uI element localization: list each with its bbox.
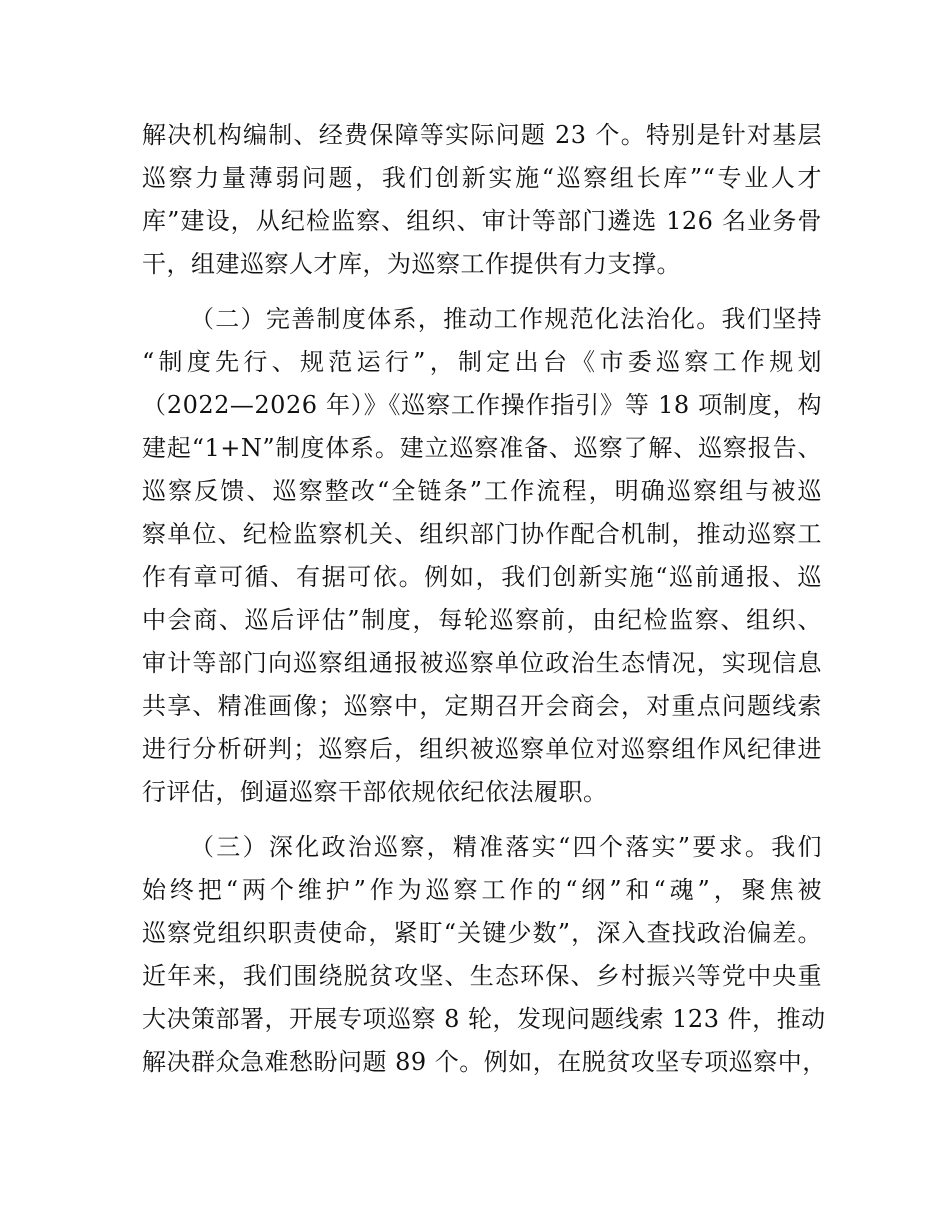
paragraph-2 [142,298,822,814]
text-line: 共享、精准画像；巡察中，定期召开会商会，对重点问题线索 [142,692,822,720]
text-line: （三）深化政治巡察，精准落实“四个落实”要求。我们 [190,833,822,861]
text-line: 巡察力量薄弱问题，我们创新实施“巡察组长库”“专业人才 [142,164,822,192]
text-line: 大决策部署，开展专项巡察 8 轮，发现问题线索 123 件，推动 [142,1005,826,1033]
text-line: 巡察党组织职责使命，紧盯“关键少数”，深入查找政治偏差。 [142,919,822,947]
paragraph-1 [142,114,822,286]
paragraph-3 [142,826,827,1084]
text-line: 察单位、纪检监察机关、组织部门协作配合机制，推动巡察工 [142,520,822,548]
text-line: 作有章可循、有据可依。例如，我们创新实施“巡前通报、巡 [142,563,822,591]
text-line: 进行分析研判；巡察后，组织被巡察单位对巡察组作风纪律进 [142,735,822,763]
text-line: 巡察反馈、巡察整改“全链条”工作流程，明确巡察组与被巡 [142,477,822,505]
text-line: 干，组建巡察人才库，为巡察工作提供有力支撑。 [142,250,681,278]
text-line: 始终把“两个维护”作为巡察工作的“纲”和“魂”，聚焦被 [142,876,822,904]
text-line: 建起“1+N”制度体系。建立巡察准备、巡察了解、巡察报告、 [142,434,822,462]
text-line: 审计等部门向巡察组通报被巡察单位政治生态情况，实现信息 [142,649,822,677]
text-line: 近年来，我们围绕脱贫攻坚、生态环保、乡村振兴等党中央重 [142,962,822,990]
document-body [142,114,827,1084]
text-line: 库”建设，从纪检监察、组织、审计等部门遴选 126 名业务骨 [142,207,822,235]
text-line: 行评估，倒逼巡察干部依规依纪依法履职。 [142,778,608,806]
text-line: 解决群众急难愁盼问题 89 个。例如，在脱贫攻坚专项巡察中， [142,1048,827,1076]
text-line: （二）完善制度体系，推动工作规范化法治化。我们坚持 [190,305,822,333]
text-line: （2022—2026 年）》《巡察工作操作指引》等 18 项制度，构 [142,391,822,419]
text-line: 中会商、巡后评估”制度，每轮巡察前，由纪检监察、组织、 [142,606,822,634]
text-line: 解决机构编制、经费保障等实际问题 23 个。特别是针对基层 [142,121,822,149]
text-line: “制度先行、规范运行”，制定出台《市委巡察工作规划 [142,348,822,376]
